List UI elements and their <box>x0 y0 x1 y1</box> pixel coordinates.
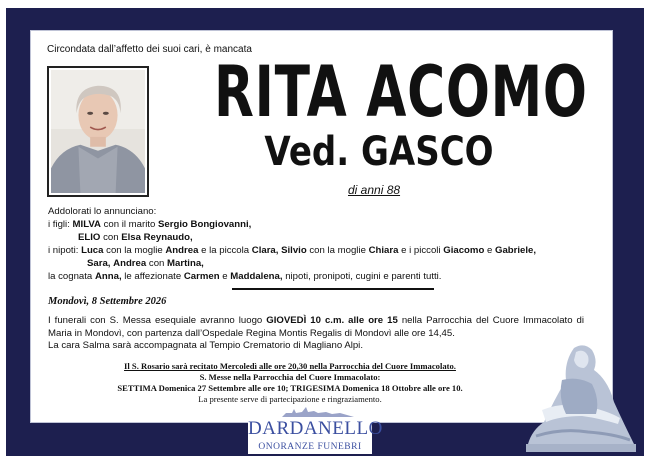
place-date: Mondovì, 8 Settembre 2026 <box>48 296 167 307</box>
portrait-image <box>51 70 145 193</box>
skyline-icon <box>262 404 358 418</box>
intro-text: Circondata dall’affetto dei suoi cari, è mancata <box>47 44 252 55</box>
deceased-name: RITA ACOMO <box>213 51 588 133</box>
relation-text: con la moglie <box>309 245 366 256</box>
funeral-info <box>48 315 584 353</box>
relation-text: e i piccoli <box>401 245 441 256</box>
relative-name: Andrea <box>165 245 199 256</box>
age: di anni 88 <box>348 183 401 197</box>
grandchildren-label: i nipoti: <box>48 245 79 256</box>
relation-text: e la piccola <box>201 245 250 256</box>
grandchild-name: Silvio <box>281 245 307 256</box>
child-name: ELIO <box>78 232 101 243</box>
funeral-paragraph <box>48 315 584 340</box>
grandchild-name: Sara, <box>87 258 111 269</box>
relative-name: Gabriele, <box>495 245 537 256</box>
relative-name: Giacomo <box>443 245 485 256</box>
thanks-note: La presente serve di partecipazione e ringraziamento. <box>198 394 382 404</box>
relative-name: Martina, <box>167 258 204 269</box>
relation-text: le affezionate <box>124 271 182 282</box>
grandchild-name: Andrea <box>113 258 147 269</box>
funeral-home-logo <box>248 404 383 454</box>
masses-dates: SETTIMA Domenica 27 Settembre alle ore 10; TRIGESIMA Domenica 18 Ottobre alle ore 10. <box>117 383 463 393</box>
logo-subtitle: ONORANZE FUNEBRI <box>258 442 362 452</box>
grandchildren-line-2 <box>48 257 608 270</box>
relative-name: Anna, <box>94 271 122 282</box>
cremation-line: La cara Salma sarà accompagnata al Tempio Crematorio di Magliano Alpi. <box>48 340 363 351</box>
relation-text: con <box>148 258 165 269</box>
portrait-photo <box>47 66 149 197</box>
relation-text: con la moglie <box>106 245 163 256</box>
funeral-text: nella Parrocchia del Cuore Immacolato di Maria in Mondovì, con partenza dall’Ospedale Regina Montis Regalis di Mondovì alle ore 14,45. <box>48 315 585 339</box>
grandchildren-line-1 <box>48 244 608 257</box>
relation-text: e <box>222 271 228 282</box>
children-label: i figli: <box>48 219 70 230</box>
children-line-2 <box>48 231 608 244</box>
relation-text: la cognata <box>48 271 93 282</box>
children-line-1 <box>48 218 608 231</box>
relative-name: Carmen <box>183 271 220 282</box>
widow-of: Ved. GASCO <box>264 129 494 175</box>
announcement-lead: Addolorati lo annunciano: <box>48 206 157 217</box>
child-name: MILVA <box>72 219 101 230</box>
spouse-name: Elsa Reynaudo, <box>121 232 193 243</box>
funeral-text: I funerali con S. Messa esequiale avranno luogo <box>48 315 263 326</box>
relation-text: con il marito <box>103 219 156 230</box>
relation-text: e <box>486 245 493 256</box>
funeral-time: alle ore 15 <box>348 315 398 326</box>
masses-info <box>60 361 520 405</box>
spouse-name: Sergio Bongiovanni, <box>158 219 252 230</box>
funeral-day: GIOVEDÌ 10 c.m. <box>266 315 345 326</box>
grandchild-name: Luca <box>81 245 104 256</box>
relative-name: Maddalena, <box>230 271 283 282</box>
relation-text: nipoti, pronipoti, cugini e parenti tutti. <box>285 271 442 282</box>
other-relatives-line <box>48 270 608 283</box>
logo-name: DARDANELLO <box>248 418 383 439</box>
divider <box>232 288 434 290</box>
relative-name: Clara, <box>251 245 279 256</box>
masses-heading: S. Messe nella Parrocchia del Cuore Immacolato: <box>199 372 381 382</box>
rosary-line: Il S. Rosario sarà recitato Mercoledì alle ore 20,30 nella Parrocchia del Cuore Immacolato. <box>124 361 456 371</box>
relative-name: Chiara <box>368 245 399 256</box>
announcement-block <box>48 205 608 283</box>
relation-text: con <box>103 232 119 243</box>
pieta-statue-icon <box>522 340 640 452</box>
